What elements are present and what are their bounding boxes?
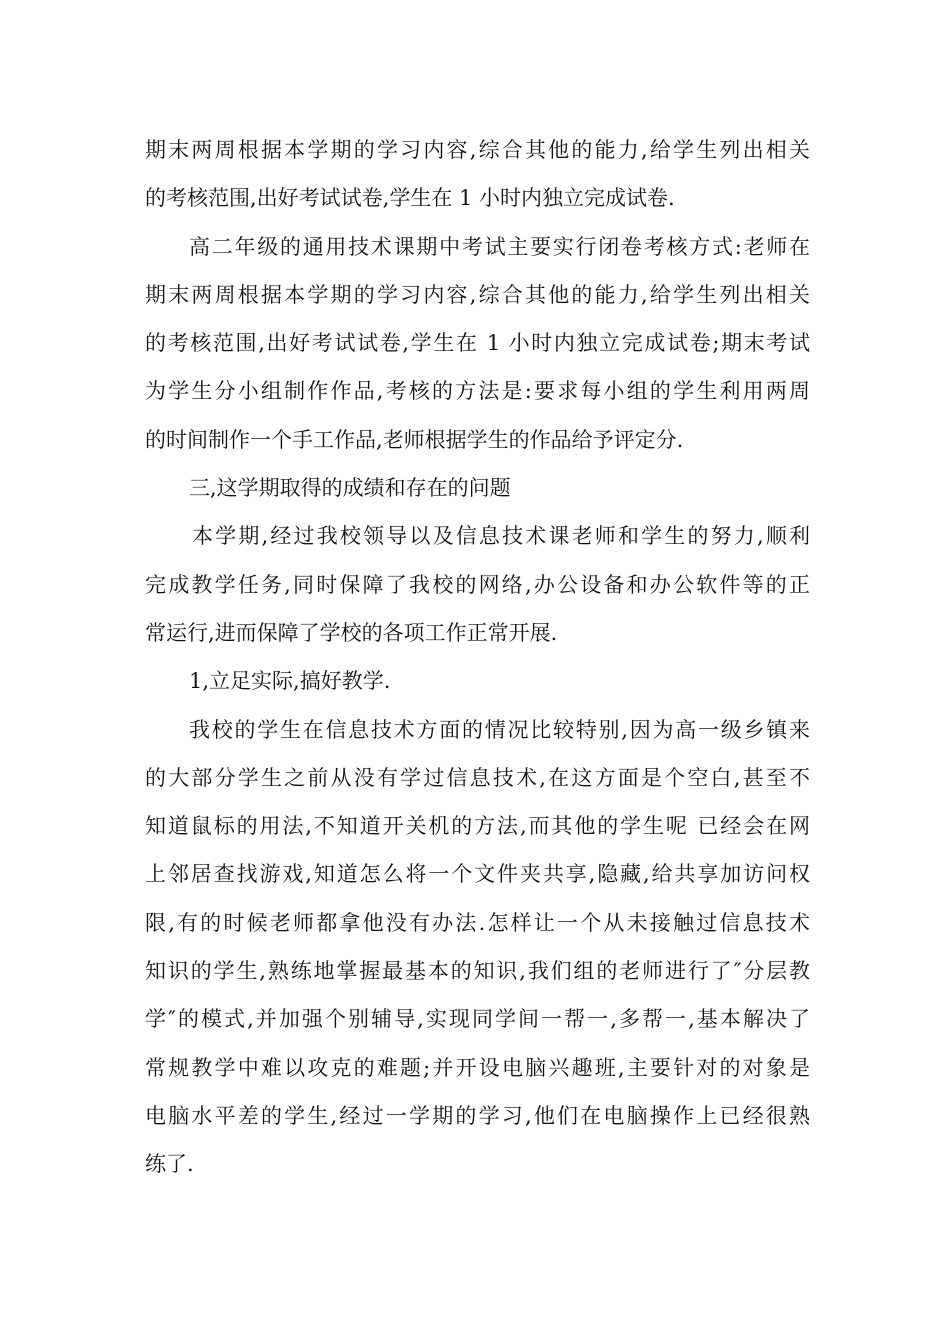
paragraph-first-line: 我校的学生在信息技术方面的情况比较特别,因为高一级乡镇来 [189, 717, 810, 742]
text-line: 练了. [145, 1152, 194, 1177]
subsection-heading: 1,立足实际,搞好教学. [189, 669, 391, 694]
text-line: 常规教学中难以攻克的难题;并开设电脑兴趣班,主要针对的对象是 [145, 1055, 810, 1080]
text-line: 电脑水平差的学生,经过一学期的学习,他们在电脑操作上已经很熟 [145, 1103, 810, 1128]
text-line: 期末两周根据本学期的学习内容,综合其他的能力,给学生列出相关 [145, 282, 810, 307]
text-line: 期末两周根据本学期的学习内容,综合其他的能力,给学生列出相关 [145, 138, 810, 162]
text-line: 为学生分小组制作作品,考核的方法是:要求每小组的学生利用两周 [145, 379, 810, 404]
document-body [145, 126, 810, 1189]
paragraph-first-line: 高二年级的通用技术课期中考试主要实行闭卷考核方式:老师在 [189, 234, 810, 259]
text-line: 常运行,进而保障了学校的各项工作正常开展. [145, 620, 558, 645]
text-line: 限,有的时候老师都拿他没有办法.怎样让一个从未接触过信息技术 [145, 910, 810, 935]
paragraph-first-line: 本学期,经过我校领导以及信息技术课老师和学生的努力,顺利 [192, 524, 810, 549]
text-line: 知识的学生,熟练地掌握最基本的知识,我们组的老师进行了″分层教 [145, 959, 810, 984]
text-line: 上邻居查找游戏,知道怎么将一个文件夹共享,隐藏,给共享加访问权 [145, 862, 810, 887]
text-line: 的时间制作一个手工作品,老师根据学生的作品给予评定分. [145, 427, 684, 452]
text-line: 学″的模式,并加强个别辅导,实现同学间一帮一,多帮一,基本解决了 [145, 1007, 810, 1032]
text-line: 的大部分学生之前从没有学过信息技术,在这方面是个空白,甚至不 [145, 765, 810, 790]
text-line: 的考核范围,出好考试试卷,学生在 1 小时内独立完成试卷. [145, 186, 675, 211]
section-heading: 三,这学期取得的成绩和存在的问题 [189, 476, 511, 501]
text-line: 知道鼠标的用法,不知道开关机的方法,而其他的学生呢 已经会在网 [145, 814, 810, 839]
text-line: 的考核范围,出好考试试卷,学生在 1 小时内独立完成试卷;期末考试 [145, 331, 810, 356]
text-line: 完成教学任务,同时保障了我校的网络,办公设备和办公软件等的正 [145, 572, 810, 597]
